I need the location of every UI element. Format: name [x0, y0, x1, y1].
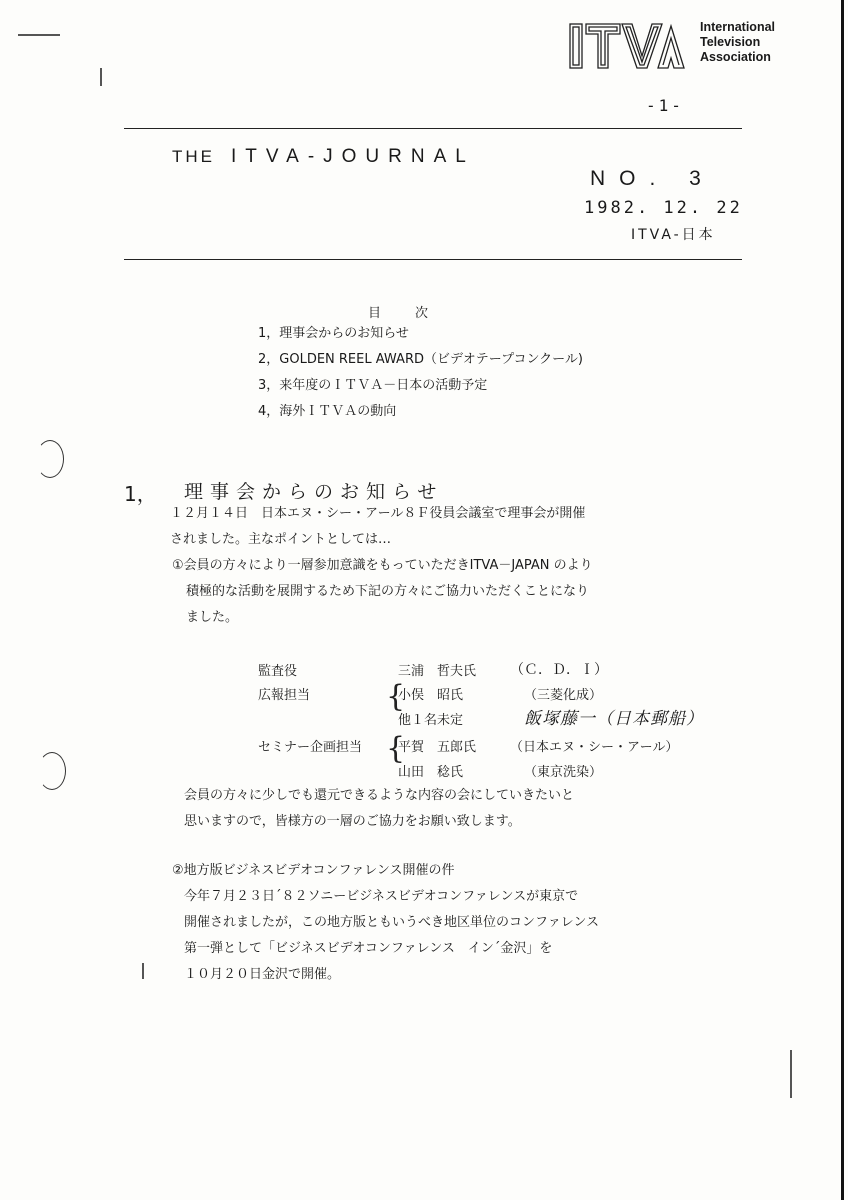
scan-edge-line [841, 0, 844, 1200]
issue-number: NO. 3 [590, 167, 715, 190]
section-number: 1， [124, 482, 157, 506]
brace-icon: { [386, 731, 406, 766]
toc-item: 1，理事会からのお知らせ [258, 326, 409, 341]
role-person: 小俣 昭氏 [398, 688, 464, 703]
logo-line-association: Association [700, 50, 771, 64]
scan-speck [100, 68, 102, 86]
journal-title [172, 146, 475, 168]
handwritten-note: 飯塚藤一（日本郵船） [524, 709, 704, 729]
closing-line: 会員の方々に少しでも還元できるような内容の会にしていきたいと [184, 788, 575, 803]
role-company: （東京洗染） [524, 765, 603, 780]
closing-line: 思いますので，皆様方の一層のご協力をお願い致します。 [184, 814, 521, 829]
role-company: （三菱化成） [524, 688, 603, 703]
role-company: （日本エヌ・シー・アール） [510, 740, 679, 755]
scan-speck [142, 963, 144, 979]
point-2-line: 今年７月２３日´８２ソニービジネスビデオコンファレンスが東京で [184, 889, 579, 904]
role-person: 山田 稔氏 [398, 765, 464, 780]
section-intro [170, 501, 585, 553]
role-person: 平賀 五郎氏 [398, 740, 477, 755]
toc-item: 2，GOLDEN REEL AWARD（ビデオテープコンクール) [258, 352, 583, 367]
issue-date: 1982. 12. 22 [584, 198, 743, 218]
point-1-line: 積極的な活動を展開するため下記の方々にご協力いただくことになり [186, 584, 590, 599]
toc-item: 4，海外ＩＴＶＡの動向 [258, 404, 397, 419]
journal-name: ITVA-JOURNAL [231, 146, 475, 167]
toc-item: 3，来年度のＩＴＶＡ－日本の活動予定 [258, 378, 488, 393]
role-person: 他１名未定 [398, 713, 464, 728]
itva-logo-icon [568, 22, 690, 70]
role-label: 監査役 [258, 664, 298, 679]
issuing-org: ITVA-日本 [631, 227, 716, 243]
logo-line-international: International [700, 20, 776, 34]
masthead-rule [124, 259, 742, 260]
logo-line-television: Television [700, 35, 761, 49]
closing-paragraph [184, 783, 574, 835]
role-label: 広報担当 [258, 688, 311, 703]
punch-hole-bottom [38, 752, 66, 790]
role-person: 三浦 哲夫氏 [398, 664, 477, 679]
top-rule [124, 128, 742, 129]
role-company: （Ｃ．Ｄ．Ｉ） [510, 662, 608, 678]
point-2-title: ②地方版ビジネスビデオコンファレンス開催の件 [172, 863, 455, 878]
punch-hole-top [36, 440, 64, 478]
brace-icon: { [386, 679, 406, 714]
point-1-line: ①会員の方々により一層参加意識をもっていただきITVA－JAPAN のより [172, 558, 593, 573]
intro-line: されました。主なポイントとしては… [170, 532, 392, 547]
page-number: -1- [646, 96, 684, 115]
point-2-line: 第一弾として「ビジネスビデオコンファレンス イン´金沢」を [184, 941, 553, 956]
scan-speck [18, 34, 60, 36]
role-label: セミナー企画担当 [258, 740, 363, 755]
section-title: 理事会からのお知らせ [184, 481, 444, 503]
point-2 [184, 884, 599, 988]
point-2-line: １０月２０日金沢で開催。 [184, 967, 341, 982]
scan-speck [790, 1050, 792, 1098]
toc-title: 目次 [368, 306, 463, 321]
journal-the: THE [172, 147, 215, 166]
point-1-line: ました。 [186, 610, 239, 625]
toc-list [258, 321, 583, 425]
point-1 [172, 553, 593, 631]
point-2-line: 開催されましたが，この地方版ともいうべき地区単位のコンファレンス [184, 915, 600, 930]
logo-text [700, 20, 775, 65]
intro-line: １２月１４日 日本エヌ・シー・アール８Ｆ役員会議室で理事会が開催 [170, 506, 586, 521]
